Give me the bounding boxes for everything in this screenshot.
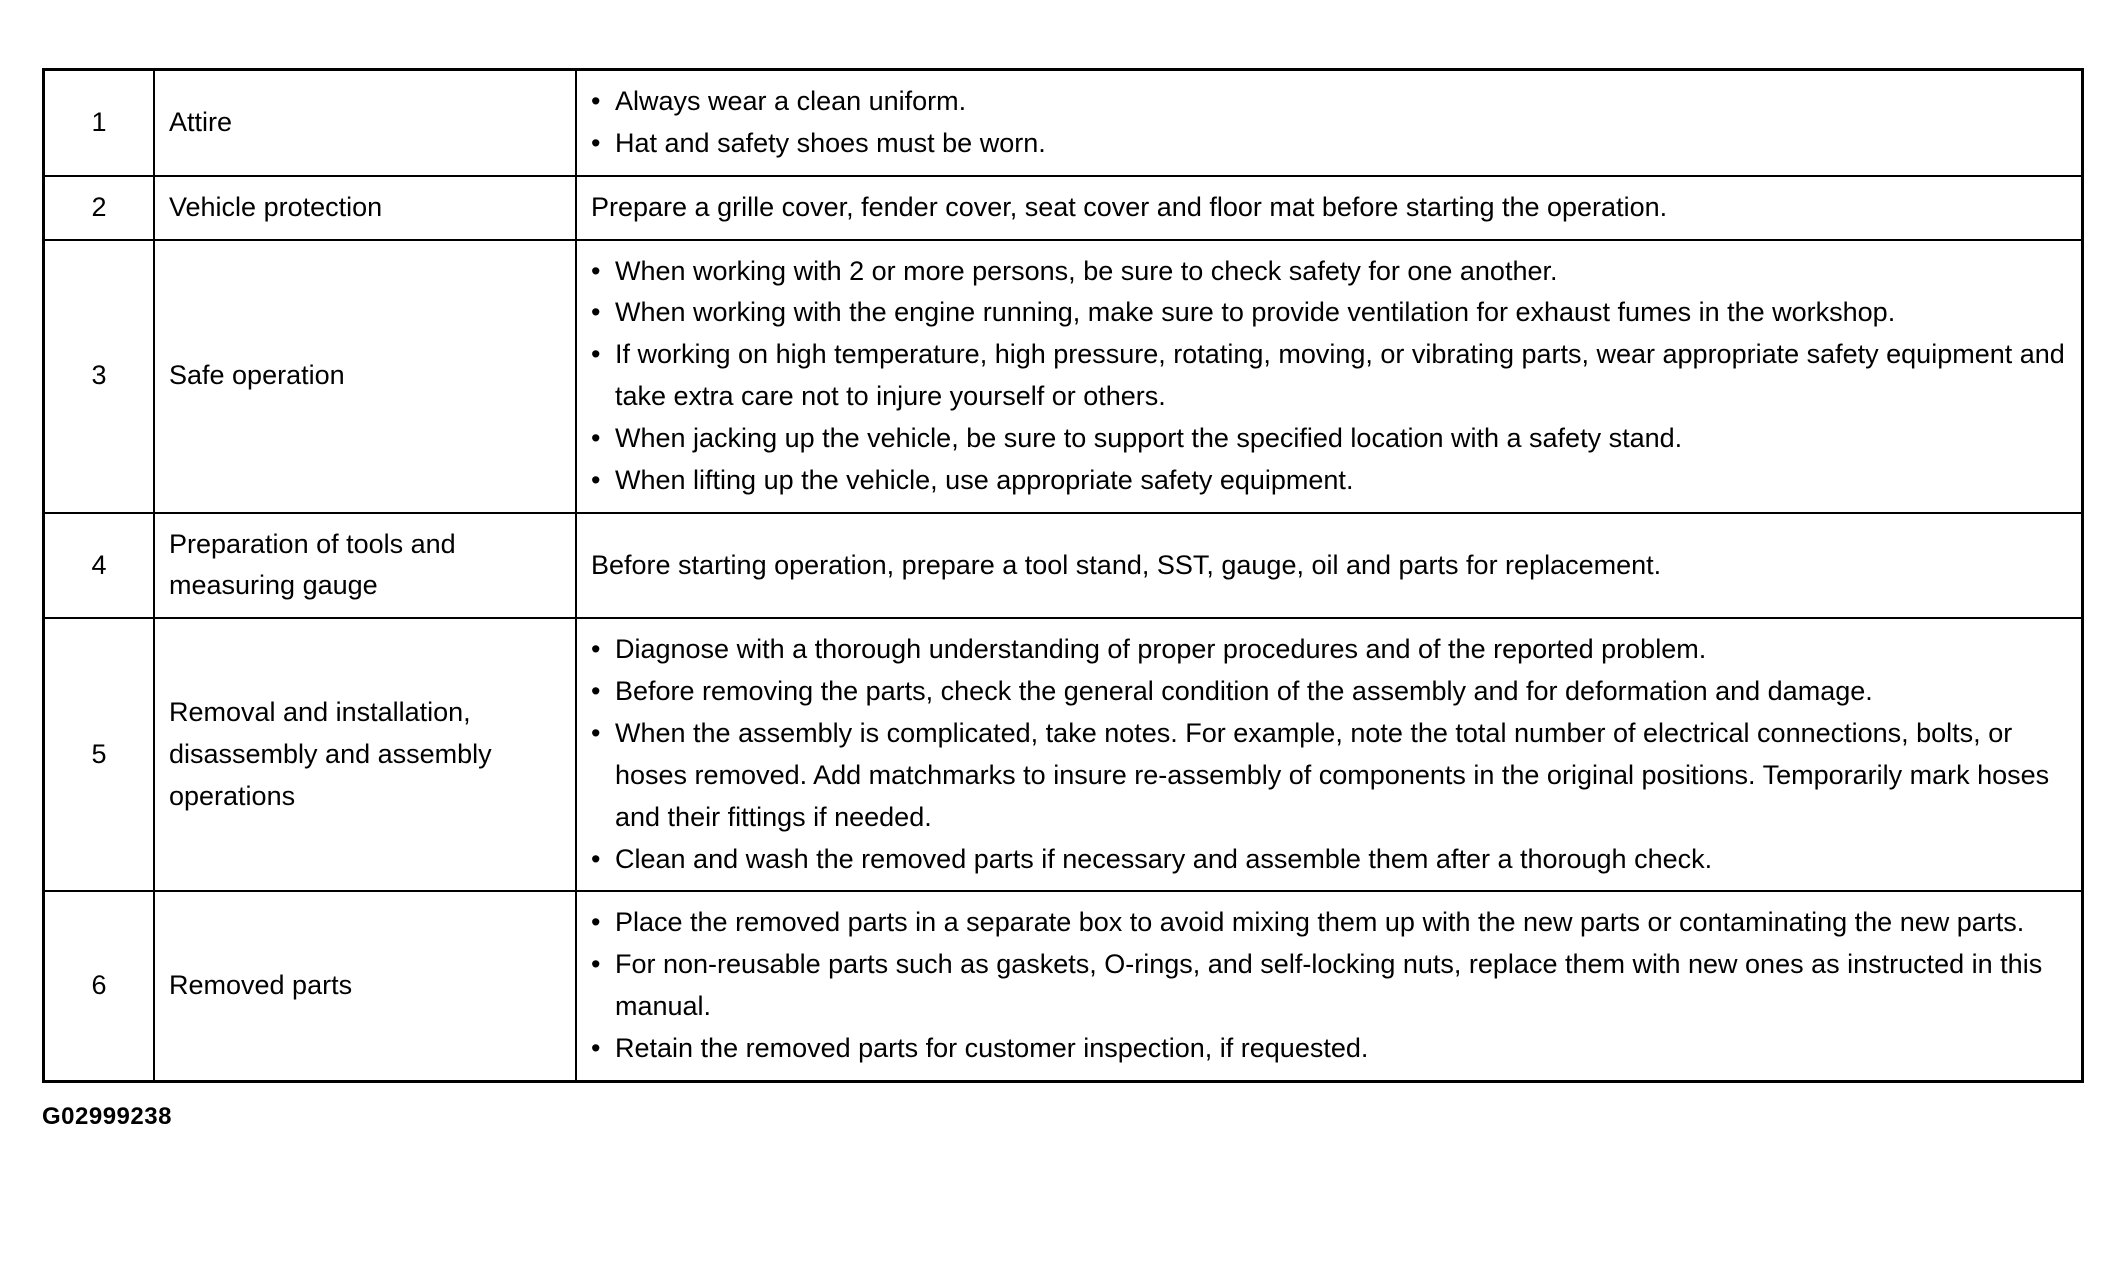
table-row	[44, 176, 2083, 240]
bullet-text: For non-reusable parts such as gaskets, O-rings, and self-locking nuts, replace them with new ones as instructed in this manual.	[615, 949, 2043, 1022]
row-label: Removed parts	[154, 891, 576, 1081]
bullet-list-item	[591, 123, 2067, 165]
bullet-list-item	[591, 292, 2067, 334]
row-label: Vehicle protection	[154, 176, 576, 240]
bullet-icon: •	[591, 907, 601, 938]
table-row	[44, 70, 2083, 176]
bullet-icon: •	[591, 717, 601, 748]
row-label: Preparation of tools and measuring gauge	[154, 513, 576, 619]
procedures-table-body	[44, 70, 2083, 1082]
bullet-list-item	[591, 81, 2067, 123]
bullet-text: Clean and wash the removed parts if necessary and assemble them after a thorough check.	[615, 843, 1713, 874]
bullet-list-item	[591, 460, 2067, 502]
table-row	[44, 513, 2083, 619]
bullet-text: When working with 2 or more persons, be sure to check safety for one another.	[615, 255, 1558, 286]
bullet-icon: •	[591, 464, 601, 495]
bullet-icon: •	[591, 634, 601, 665]
bullet-list-item	[591, 713, 2067, 839]
row-text: Before starting operation, prepare a tool stand, SST, gauge, oil and parts for replacement.	[591, 549, 1662, 580]
figure-code: G02999238	[42, 1102, 172, 1130]
row-number: 1	[44, 70, 155, 176]
row-content	[576, 891, 2083, 1081]
table-row	[44, 240, 2083, 513]
row-content	[576, 513, 2083, 619]
bullet-icon: •	[591, 86, 601, 116]
procedures-table	[42, 68, 2084, 1083]
row-number: 6	[44, 891, 155, 1081]
bullet-list-item	[591, 1028, 2067, 1070]
bullet-text: Hat and safety shoes must be worn.	[615, 127, 1046, 158]
bullet-icon: •	[591, 843, 601, 874]
bullet-list-item	[591, 944, 2067, 1028]
bullet-list-item	[591, 418, 2067, 460]
bullet-list-item	[591, 629, 2067, 671]
row-content	[576, 618, 2083, 891]
bullet-icon: •	[591, 422, 601, 453]
bullet-list-item	[591, 839, 2067, 881]
row-content	[576, 240, 2083, 513]
row-label: Attire	[154, 70, 576, 176]
table-row	[44, 891, 2083, 1081]
bullet-text: Place the removed parts in a separate box to avoid mixing them up with the new parts or contaminating the new parts.	[615, 907, 2025, 938]
bullet-text: Always wear a clean uniform.	[615, 86, 967, 116]
bullet-text: When jacking up the vehicle, be sure to support the specified location with a safety stand.	[615, 422, 1683, 453]
bullet-list-item	[591, 902, 2067, 944]
row-label: Removal and installation, disassembly and assembly operations	[154, 618, 576, 891]
bullet-text: When the assembly is complicated, take notes. For example, note the total number of electrical connections, bolts, or hoses removed. Add matchmarks to insure re-assembly of components in the original positions. Temporarily mark hoses and their fittings if needed.	[615, 717, 2050, 832]
bullet-text: When working with the engine running, make sure to provide ventilation for exhaust fumes in the workshop.	[615, 297, 1896, 328]
row-text: Prepare a grille cover, fender cover, seat cover and floor mat before starting the operation.	[591, 191, 1668, 222]
bullet-icon: •	[591, 339, 601, 370]
bullet-icon: •	[591, 1032, 601, 1063]
row-number: 2	[44, 176, 155, 240]
row-number: 3	[44, 240, 155, 513]
bullet-text: Before removing the parts, check the general condition of the assembly and for deformation and damage.	[615, 676, 1873, 707]
bullet-icon: •	[591, 255, 601, 286]
bullet-text: Diagnose with a thorough understanding of proper procedures and of the reported problem.	[615, 634, 1707, 665]
bullet-icon: •	[591, 297, 601, 328]
bullet-icon: •	[591, 676, 601, 707]
row-number: 5	[44, 618, 155, 891]
bullet-icon: •	[591, 949, 601, 980]
table-row	[44, 618, 2083, 891]
bullet-icon: •	[591, 127, 601, 158]
bullet-list-item	[591, 334, 2067, 418]
row-label: Safe operation	[154, 240, 576, 513]
bullet-text: When lifting up the vehicle, use appropriate safety equipment.	[615, 464, 1354, 495]
row-number: 4	[44, 513, 155, 619]
bullet-text: Retain the removed parts for customer inspection, if requested.	[615, 1032, 1369, 1063]
bullet-list-item	[591, 251, 2067, 293]
row-content	[576, 176, 2083, 240]
row-content	[576, 70, 2083, 176]
bullet-list-item	[591, 671, 2067, 713]
bullet-text: If working on high temperature, high pressure, rotating, moving, or vibrating parts, wear appropriate safety equipment and take extra care not to injure yourself or others.	[615, 339, 2065, 412]
